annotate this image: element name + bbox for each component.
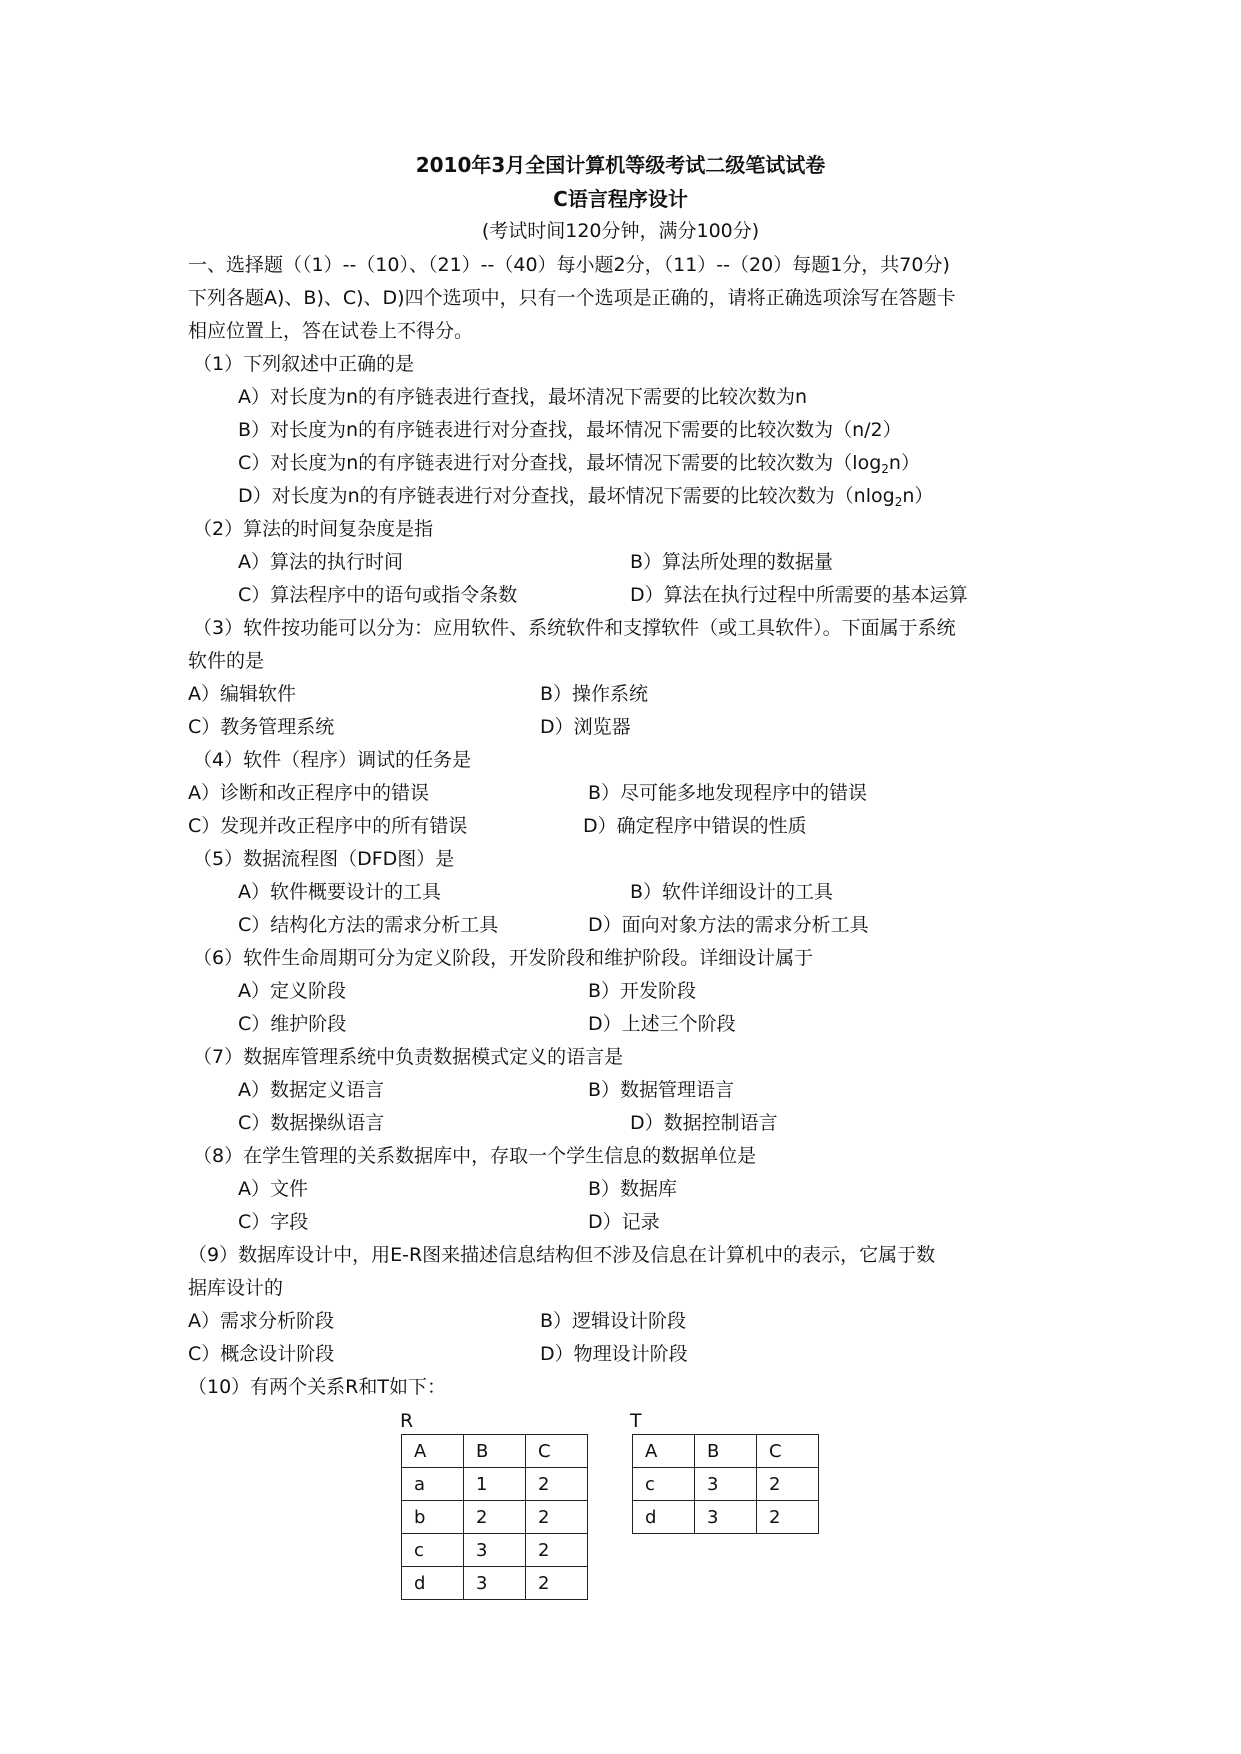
- question-9-stem-cont: 据库设计的: [188, 1277, 284, 1299]
- question-4-option-b: B）尽可能多地发现程序中的错误: [588, 782, 868, 804]
- question-1-option-d: [238, 485, 934, 509]
- question-1-option-a: A）对长度为n的有序链表进行查找，最坏清况下需要的比较次数为n: [238, 386, 808, 408]
- table-cell: 3: [695, 1501, 757, 1534]
- question-5-option-a: A）软件概要设计的工具: [238, 881, 441, 903]
- question-3-stem: （3）软件按功能可以分为：应用软件、系统软件和支撑软件（或工具软件）。下面属于系统: [193, 617, 956, 639]
- subscript: 2: [894, 495, 903, 509]
- question-6-option-c: C）维护阶段: [238, 1013, 347, 1035]
- table-cell: d: [402, 1567, 464, 1600]
- table-cell: 2: [757, 1468, 819, 1501]
- question-5-stem: （5）数据流程图（DFD图）是: [193, 848, 455, 870]
- table-cell: 1: [464, 1468, 526, 1501]
- table-cell: 2: [526, 1468, 588, 1501]
- question-9-option-b: B）逻辑设计阶段: [540, 1310, 687, 1332]
- exam-time-note: (考试时间120分钟，满分100分): [481, 220, 760, 242]
- question-9-option-a: A）需求分析阶段: [188, 1310, 334, 1332]
- question-7-option-a: A）数据定义语言: [238, 1079, 384, 1101]
- table-header-row: [402, 1435, 588, 1468]
- question-6-option-b: B）开发阶段: [588, 980, 697, 1002]
- question-5-option-c: C）结构化方法的需求分析工具: [238, 914, 499, 936]
- question-1-stem: （1）下列叙述中正确的是: [193, 353, 415, 375]
- question-8-option-c: C）字段: [238, 1211, 309, 1233]
- question-2-option-a: A）算法的执行时间: [238, 551, 403, 573]
- table-cell: 2: [526, 1567, 588, 1600]
- question-2-stem: （2）算法的时间复杂度是指: [193, 518, 434, 540]
- exam-subtitle: C语言程序设计: [553, 187, 688, 211]
- table-cell: 3: [464, 1534, 526, 1567]
- option-text: C）对长度为n的有序链表进行对分查找，最坏情况下需要的比较次数为（log: [238, 452, 882, 474]
- question-4-option-d: D）确定程序中错误的性质: [583, 815, 807, 837]
- table-header-cell: A: [633, 1435, 695, 1468]
- table-cell: c: [402, 1534, 464, 1567]
- table-cell: 3: [695, 1468, 757, 1501]
- table-header-row: [633, 1435, 819, 1468]
- question-9-option-d: D）物理设计阶段: [540, 1343, 688, 1365]
- question-10-stem: （10）有两个关系R和T如下：: [188, 1376, 446, 1398]
- question-8-option-a: A）文件: [238, 1178, 308, 1200]
- question-4-option-c: C）发现并改正程序中的所有错误: [188, 815, 468, 837]
- table-header-cell: A: [402, 1435, 464, 1468]
- table-cell: 2: [526, 1534, 588, 1567]
- table-row: [633, 1468, 819, 1501]
- table-row: [402, 1468, 588, 1501]
- table-cell: 2: [757, 1501, 819, 1534]
- question-7-option-c: C）数据操纵语言: [238, 1112, 385, 1134]
- table-header-cell: C: [757, 1435, 819, 1468]
- question-9-option-c: C）概念设计阶段: [188, 1343, 335, 1365]
- question-3-option-b: B）操作系统: [540, 683, 649, 705]
- table-row: [402, 1501, 588, 1534]
- question-7-stem: （7）数据库管理系统中负责数据模式定义的语言是: [193, 1046, 624, 1068]
- table-cell: d: [633, 1501, 695, 1534]
- question-8-option-b: B）数据库: [588, 1178, 678, 1200]
- table-cell: 3: [464, 1567, 526, 1600]
- question-1-option-c: [238, 452, 920, 476]
- question-1-option-b: B）对长度为n的有序链表进行对分查找，最坏情况下需要的比较次数为（n/2）: [238, 419, 902, 441]
- table-header-cell: C: [526, 1435, 588, 1468]
- question-8-option-d: D）记录: [588, 1211, 660, 1233]
- relation-t-label: T: [630, 1410, 642, 1432]
- question-6-option-d: D）上述三个阶段: [588, 1013, 736, 1035]
- question-9-stem: （9）数据库设计中，用E-R图来描述信息结构但不涉及信息在计算机中的表示，它属于数: [188, 1244, 936, 1266]
- question-7-option-b: B）数据管理语言: [588, 1079, 735, 1101]
- relation-r-label: R: [400, 1410, 414, 1432]
- option-text: D）对长度为n的有序链表进行对分查找，最坏情况下需要的比较次数为（nlog: [238, 485, 895, 507]
- relation-r-table: [401, 1434, 588, 1600]
- table-row: [402, 1567, 588, 1600]
- question-3-option-d: D）浏览器: [540, 716, 631, 738]
- question-6-option-a: A）定义阶段: [238, 980, 346, 1002]
- question-2-option-c: C）算法程序中的语句或指令条数: [238, 584, 518, 606]
- table-header-cell: B: [695, 1435, 757, 1468]
- section-instruction-line: 下列各题A)、B)、C)、D)四个选项中，只有一个选项是正确的，请将正确选项涂写在答题卡: [188, 287, 956, 309]
- table-row: [633, 1501, 819, 1534]
- subscript: 2: [881, 462, 889, 476]
- table-cell: c: [633, 1468, 695, 1501]
- exam-title: 2010年3月全国计算机等级考试二级笔试试卷: [415, 153, 826, 177]
- question-7-option-d: D）数据控制语言: [630, 1112, 778, 1134]
- question-3-option-a: A）编辑软件: [188, 683, 296, 705]
- question-8-stem: （8）在学生管理的关系数据库中，存取一个学生信息的数据单位是: [193, 1145, 757, 1167]
- table-cell: 2: [464, 1501, 526, 1534]
- question-2-option-d: D）算法在执行过程中所需要的基本运算: [630, 584, 968, 606]
- table-cell: b: [402, 1501, 464, 1534]
- question-3-option-c: C）教务管理系统: [188, 716, 335, 738]
- table-header-cell: B: [464, 1435, 526, 1468]
- table-cell: a: [402, 1468, 464, 1501]
- option-text: n）: [888, 452, 920, 474]
- table-row: [402, 1534, 588, 1567]
- question-5-option-b: B）软件详细设计的工具: [630, 881, 834, 903]
- table-cell: 2: [526, 1501, 588, 1534]
- section-heading: 一、选择题（（1）--（10）、（21）--（40）每小题2分，（11）--（20）每题1分，共70分): [188, 254, 950, 276]
- question-4-option-a: A）诊断和改正程序中的错误: [188, 782, 429, 804]
- question-6-stem: （6）软件生命周期可分为定义阶段，开发阶段和维护阶段。详细设计属于: [193, 947, 814, 969]
- question-2-option-b: B）算法所处理的数据量: [630, 551, 834, 573]
- question-5-option-d: D）面向对象方法的需求分析工具: [588, 914, 869, 936]
- question-4-stem: （4）软件（程序）调试的任务是: [193, 749, 472, 771]
- option-text: n）: [902, 485, 934, 507]
- question-3-stem-cont: 软件的是: [188, 650, 265, 672]
- section-instruction-line: 相应位置上，答在试卷上不得分。: [188, 320, 474, 342]
- relation-t-table: [632, 1434, 819, 1534]
